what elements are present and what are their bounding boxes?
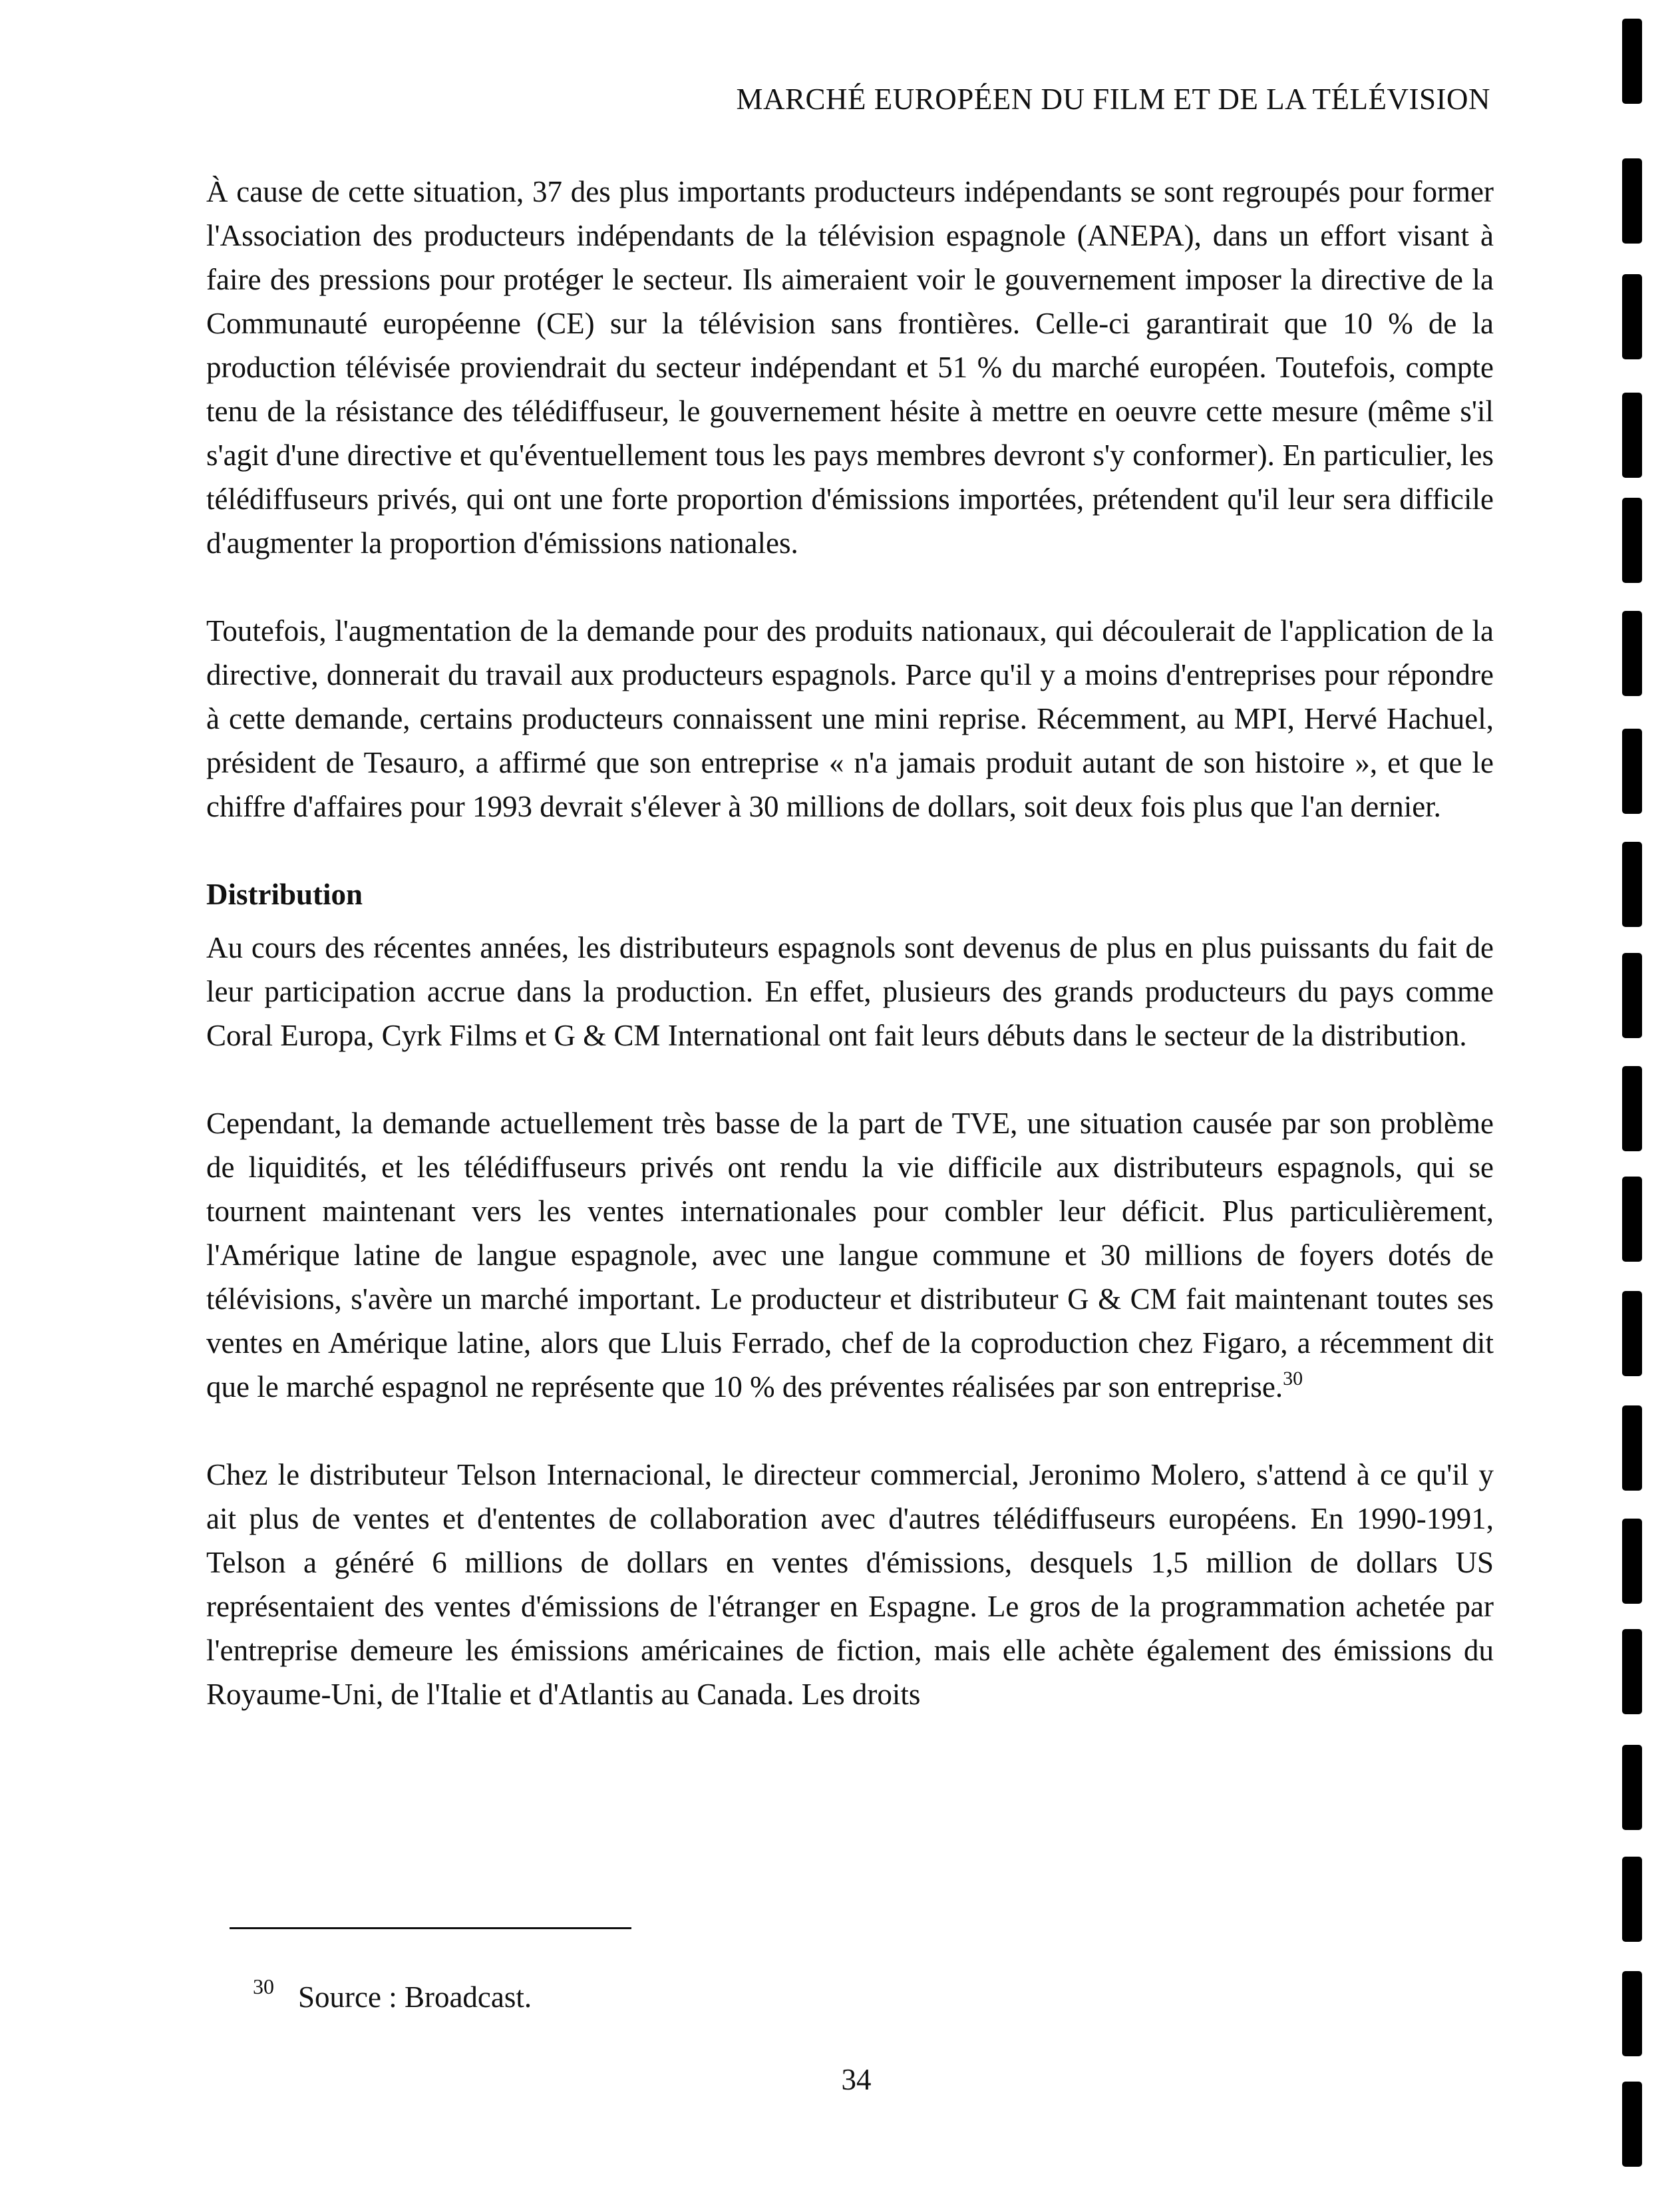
binding-mark bbox=[1622, 1405, 1642, 1491]
binding-marks bbox=[1622, 0, 1649, 2210]
binding-mark bbox=[1622, 1629, 1642, 1714]
binding-mark bbox=[1622, 2082, 1642, 2167]
paragraph-distributeurs: Au cours des récentes années, les distributeurs espagnols sont devenus de plus en plus puissants du fait de leur participation accrue dans la production. En effet, plusieurs des grands producteurs du pays comme Coral Europa, Cyrk Films et G & CM International ont fait leurs débuts dans le secteur de la distribution. bbox=[206, 931, 1494, 1052]
paragraph-ventes-internationales-text: Cependant, la demande actuellement très basse de la part de TVE, une situation causée par son problème de liquidités, et les télédiffuseurs privés ont rendu la vie difficile aux distributeurs espagnols, qui se tournent maintenant vers les ventes internationales pour combler leur déficit. Plus particulièrement, l'Amérique latine de langue espagnole, avec une langue commune et 30 millions de foyers dotés de télévisions, s'avère un marché important. Le producteur et distributeur G & CM fait maintenant toutes ses ventes en Amérique latine, alors que Lluis Ferrado, chef de la coproduction chez Figaro, a récemment dit que le marché espagnol ne représente que 10 % des préventes réalisées par son entreprise. bbox=[206, 1107, 1494, 1403]
footnote-reference[interactable]: 30 bbox=[1283, 1368, 1303, 1389]
binding-mark bbox=[1622, 19, 1642, 104]
footnote-number: 30 bbox=[253, 1974, 274, 1998]
footnote-divider bbox=[230, 1927, 631, 1929]
binding-mark bbox=[1622, 158, 1642, 244]
binding-mark bbox=[1622, 498, 1642, 583]
binding-mark bbox=[1622, 611, 1642, 696]
footnote bbox=[253, 1966, 532, 2017]
binding-mark bbox=[1622, 393, 1642, 478]
binding-mark bbox=[1622, 1745, 1642, 1830]
running-header: MARCHÉ EUROPÉEN DU FILM ET DE LA TÉLÉVISION bbox=[736, 83, 1490, 116]
section-heading-distribution: Distribution bbox=[206, 878, 363, 911]
page-number: 34 bbox=[841, 2063, 872, 2096]
main-text bbox=[206, 170, 1494, 1716]
paragraph-ventes-internationales bbox=[206, 1101, 1494, 1409]
binding-mark bbox=[1622, 1857, 1642, 1942]
binding-mark bbox=[1622, 1177, 1642, 1262]
paragraph-anepa: À cause de cette situation, 37 des plus importants producteurs indépendants se sont regroupés pour former l'Association des producteurs indépendants de la télévision espagnole (ANEPA), dans un effort visant à faire des pressions pour protéger le secteur. Ils aimeraient voir le gouvernement imposer la directive de la Communauté européenne (CE) sur la télévision sans frontières. Celle-ci garantirait que 10 % de la production télévisée proviendrait du secteur indépendant et 51 % du marché européen. Toutefois, compte tenu de la résistance des télédiffuseur, le gouvernement hésite à mettre en oeuvre cette mesure (même s'il s'agit d'une directive et qu'éventuellement tous les pays membres devront s'y conformer). En particulier, les télédiffuseurs privés, qui ont une forte proportion d'émissions importées, prétendent qu'il leur sera difficile d'augmenter la proportion d'émissions nationales. bbox=[206, 175, 1494, 560]
binding-mark bbox=[1622, 1519, 1642, 1604]
paragraph-telson: Chez le distributeur Telson Internacional, le directeur commercial, Jeronimo Molero, s'attend à ce qu'il y ait plus de ventes et d'ententes de collaboration avec d'autres télédiffuseurs européens. En 1990-1991, Telson a généré 6 millions de dollars en ventes d'émissions, desquels 1,5 million de dollars US représentaient des ventes d'émissions de l'étranger en Espagne. Le gros de la programmation achetée par l'entreprise demeure les émissions américaines de fiction, mais elle achète également des émissions du Royaume-Uni, de l'Italie et d'Atlantis au Canada. Les droits bbox=[206, 1458, 1494, 1711]
footnote-text: Source : Broadcast. bbox=[298, 1980, 532, 2014]
binding-mark bbox=[1622, 1291, 1642, 1376]
paragraph-demande-nationale: Toutefois, l'augmentation de la demande pour des produits nationaux, qui découlerait de l'application de la directive, donnerait du travail aux producteurs espagnols. Parce qu'il y a moins d'entreprises pour répondre à cette demande, certains producteurs connaissent une mini reprise. Récemment, au MPI, Hervé Hachuel, président de Tesauro, a affirmé que son entreprise « n'a jamais produit autant de son histoire », et que le chiffre d'affaires pour 1993 devrait s'élever à 30 millions de dollars, soit deux fois plus que l'an dernier. bbox=[206, 614, 1494, 823]
binding-mark bbox=[1622, 953, 1642, 1038]
binding-mark bbox=[1622, 842, 1642, 927]
binding-mark bbox=[1622, 1971, 1642, 2056]
binding-mark bbox=[1622, 274, 1642, 359]
binding-mark bbox=[1622, 729, 1642, 814]
binding-mark bbox=[1622, 1066, 1642, 1151]
